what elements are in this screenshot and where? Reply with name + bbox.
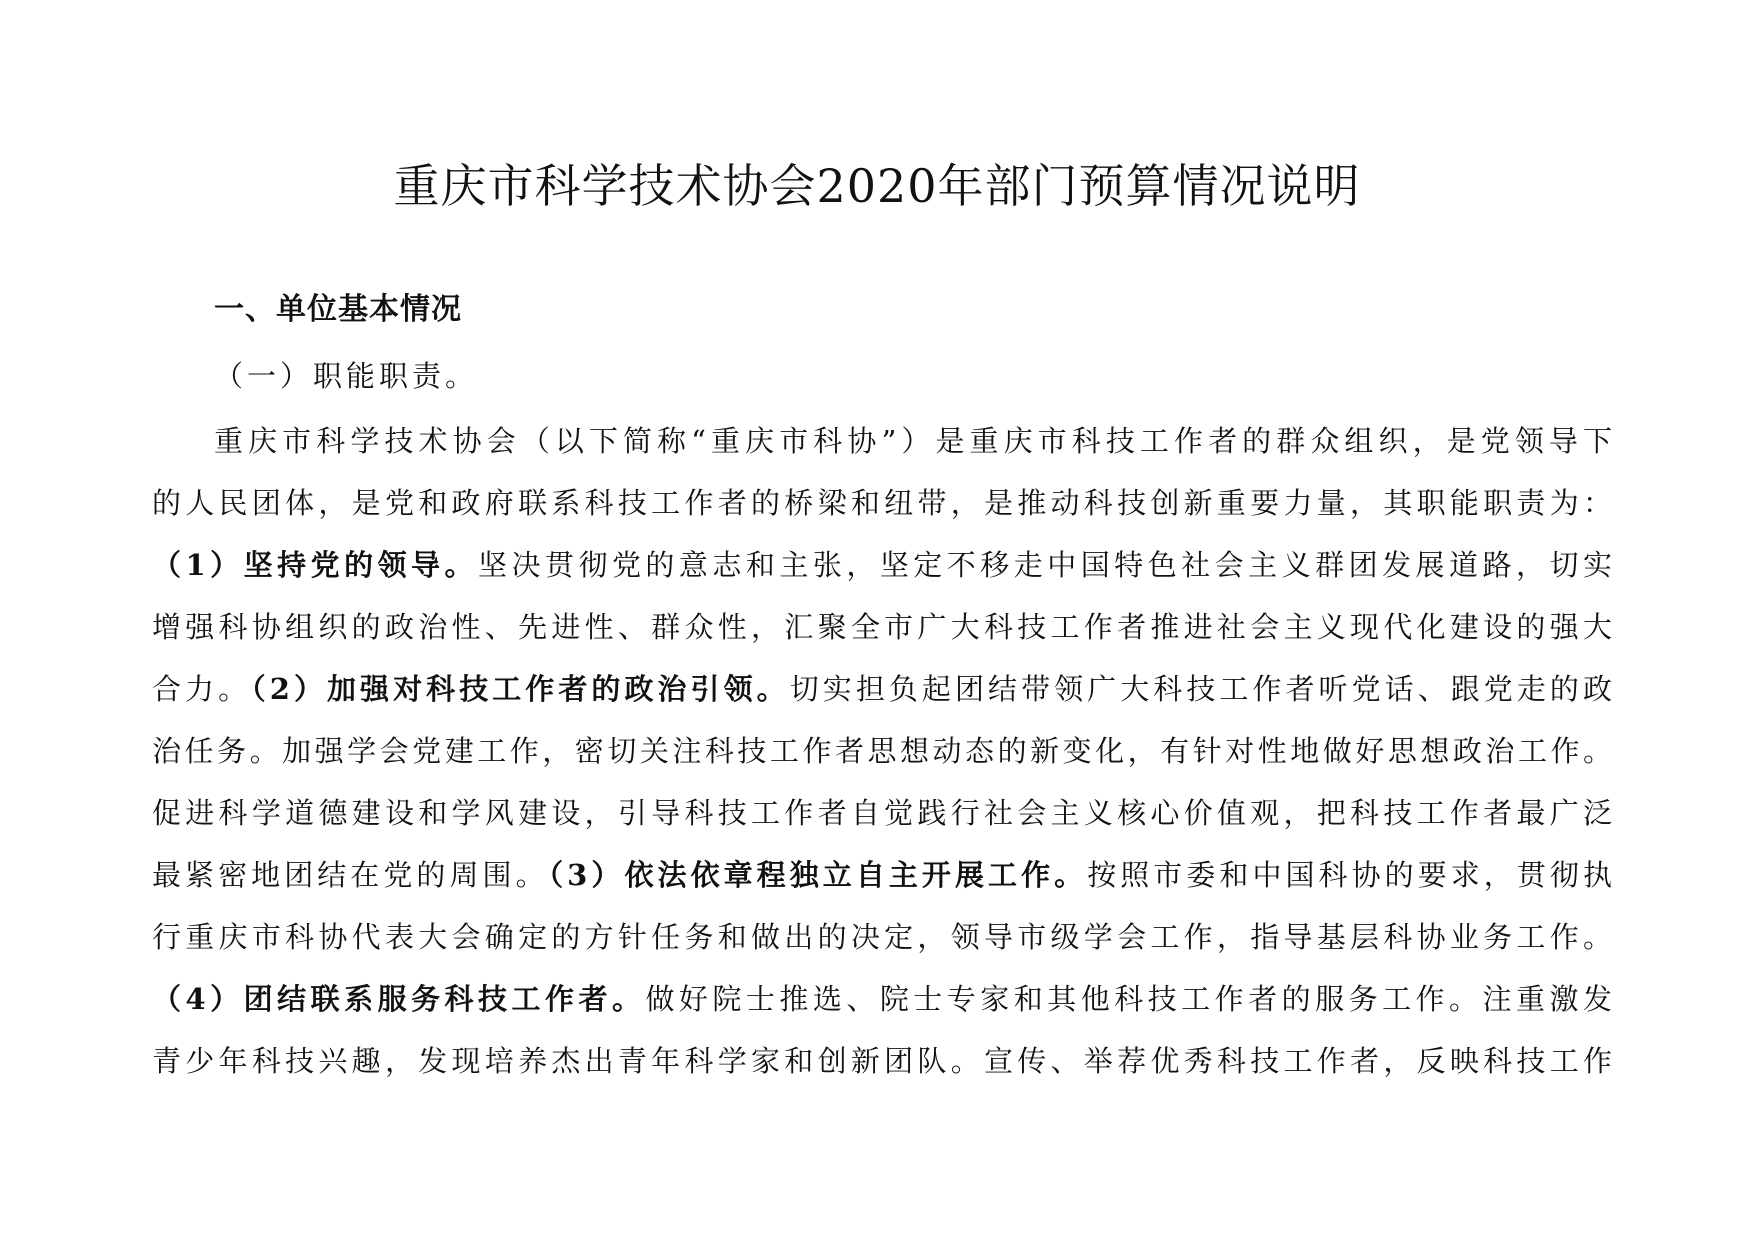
document-title: 重庆市科学技术协会2020年部门预算情况说明 — [393, 159, 1361, 213]
bold-heading-segment: （3）依法依章程独立自主开展工作。 — [548, 858, 1088, 892]
paragraph-line — [152, 1041, 1612, 1081]
paragraph-line — [152, 545, 1612, 585]
text-segment: 促进科学道德建设和学风建设，引导科技工作者自觉践行社会主义核心价值观，把科技工作者最广泛 — [152, 796, 1612, 830]
text-segment: 青少年科技兴趣，发现培养杰出青年科学家和创新团队。宣传、举荐优秀科技工作者，反映科技工作 — [152, 1044, 1612, 1078]
text-segment: 重庆市科学技术协会（以下简称“重庆市科协”）是重庆市科技工作者的群众组织，是党领导下 — [214, 424, 1612, 458]
text-segment: 坚决贯彻党的意志和主张，坚定不移走中国特色社会主义群团发展道路，切实 — [478, 548, 1612, 582]
paragraph-line — [152, 731, 1612, 771]
text-segment: 做好院士推选、院士专家和其他科技工作者的服务工作。注重激发 — [645, 982, 1612, 1016]
text-segment: 行重庆市科协代表大会确定的方针任务和做出的决定，领导市级学会工作，指导基层科协业务工作。 — [152, 920, 1612, 954]
paragraph-line — [152, 793, 1612, 833]
text-segment: 治任务。加强学会党建工作，密切关注科技工作者思想动态的新变化，有针对性地做好思想政治工作。 — [152, 734, 1612, 768]
text-segment: 最紧密地团结在党的周围。 — [152, 858, 549, 892]
paragraph-line — [152, 607, 1612, 647]
paragraph-line — [152, 855, 1612, 895]
paragraph-line — [152, 979, 1612, 1019]
section-heading: 一、单位基本情况 — [214, 292, 462, 327]
text-segment: 切实担负起团结带领广大科技工作者听党话、跟党走的政 — [789, 672, 1612, 706]
bold-heading-segment: （4）团结联系服务科技工作者。 — [152, 982, 646, 1016]
subsection-heading: （一）职能职责。 — [214, 359, 479, 393]
text-segment: 的人民团体，是党和政府联系科技工作者的桥梁和纽带，是推动科技创新重要力量，其职能职责为： — [152, 486, 1612, 520]
text-segment: 按照市委和中国科协的要求，贯彻执 — [1087, 858, 1612, 892]
paragraph-line — [214, 421, 1612, 461]
text-segment: 合力。 — [152, 672, 252, 706]
bold-heading-segment: （2）加强对科技工作者的政治引领。 — [251, 672, 790, 706]
paragraph-line — [152, 669, 1612, 709]
text-segment: 增强科协组织的政治性、先进性、群众性，汇聚全市广大科技工作者推进社会主义现代化建设的强大 — [152, 610, 1612, 644]
bold-heading-segment: （1）坚持党的领导。 — [152, 548, 479, 582]
paragraph-line — [152, 917, 1612, 957]
paragraph-line — [152, 483, 1612, 523]
